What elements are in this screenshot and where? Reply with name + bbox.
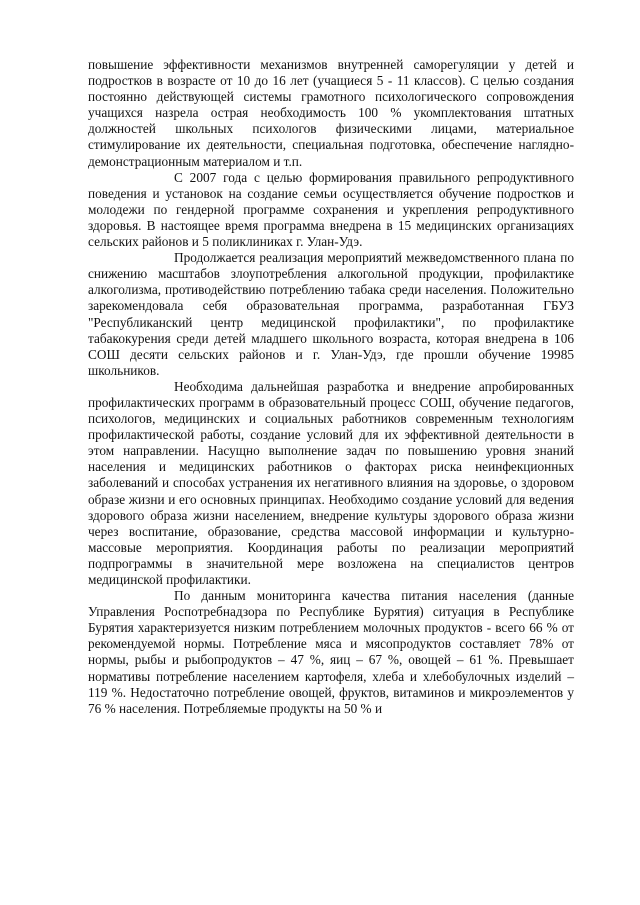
paragraph-nutrition: По данным мониторинга качества питания населения (данные Управления Роспотребнадзора по Республике Бурятия) ситуация в Республике Бурятия характеризуется низким потреблением молочных продуктов - всего 66 % от рекомендуемой нормы. Потребление мяса и мясопродуктов составляет 78% от нормы, рыбы и рыбопродуктов – 47 %, яиц – 67 %, овощей – 61 %. Превышает нормативы потребление населением картофеля, хлеба и хлебобулочных изделий – 119 %. Недостаточно потребление овощей, фруктов, витаминов и микроэлементов у 76 % населения. Потребляемые продукты на 50 % и — [88, 588, 574, 716]
paragraph-reproductive-health: С 2007 года с целью формирования правильного репродуктивного поведения и установок на создание семьи осуществляется обучение подростков и молодежи по гендерной программе сохранения и укрепления репродуктивного здоровья. В настоящее время программа внедрена в 15 медицинских организациях сельских районов и 5 поликлиниках г. Улан-Удэ. — [88, 169, 574, 250]
paragraph-prevention-programs: Необходима дальнейшая разработка и внедрение апробированных профилактических программ в образовательный процесс СОШ, обучение педагогов, психологов, медицинских и социальных работников современным технологиям профилактической работы, создание условий для их эффективной деятельности в этом направлении. Насущно выполнение задач по повышению уровня знаний населения и медицинских работников о факторах риска неинфекционных заболеваний и способах устранения их негативного влияния на здоровье, о здоровом образе жизни и его основных принципах. Необходимо создание условий для ведения здорового образа жизни населением, внедрение культуры здорового образа жизни через воспитание, образование, средства массовой информации и культурно-массовые мероприятия. Координация работы по реализации мероприятий подпрограммы в значительной мере возложена на специалистов центров медицинской профилактики. — [88, 378, 574, 587]
paragraph-alcohol-tobacco: Продолжается реализация мероприятий межведомственного плана по снижению масштабов злоупотребления алкогольной продукции, профилактике алкоголизма, противодействию потреблению табака среди населения. Положительно зарекомендовала себя образовательная программа, разработанная ГБУЗ "Республиканский центр медицинской профилактики", по профилактике табакокурения среди детей младшего школьного возраста, которая внедрена в 106 СОШ десяти сельских районов и г. Улан-Удэ, где прошли обучение 19985 школьников. — [88, 250, 574, 378]
paragraph-psychologists: повышение эффективности механизмов внутренней саморегуляции у детей и подростков в возрасте от 10 до 16 лет (учащиеся 5 - 11 классов). С целью создания постоянно действующей системы грамотного психологического сопровождения учащихся назрела острая необходимость 100 % укомплектования штатных должностей школьных психологов физическими лицами, материальное стимулирование их деятельности, специальная подготовка, обеспечение наглядно-демонстрационным материалом и т.п. — [88, 57, 574, 169]
document-page — [88, 57, 574, 717]
